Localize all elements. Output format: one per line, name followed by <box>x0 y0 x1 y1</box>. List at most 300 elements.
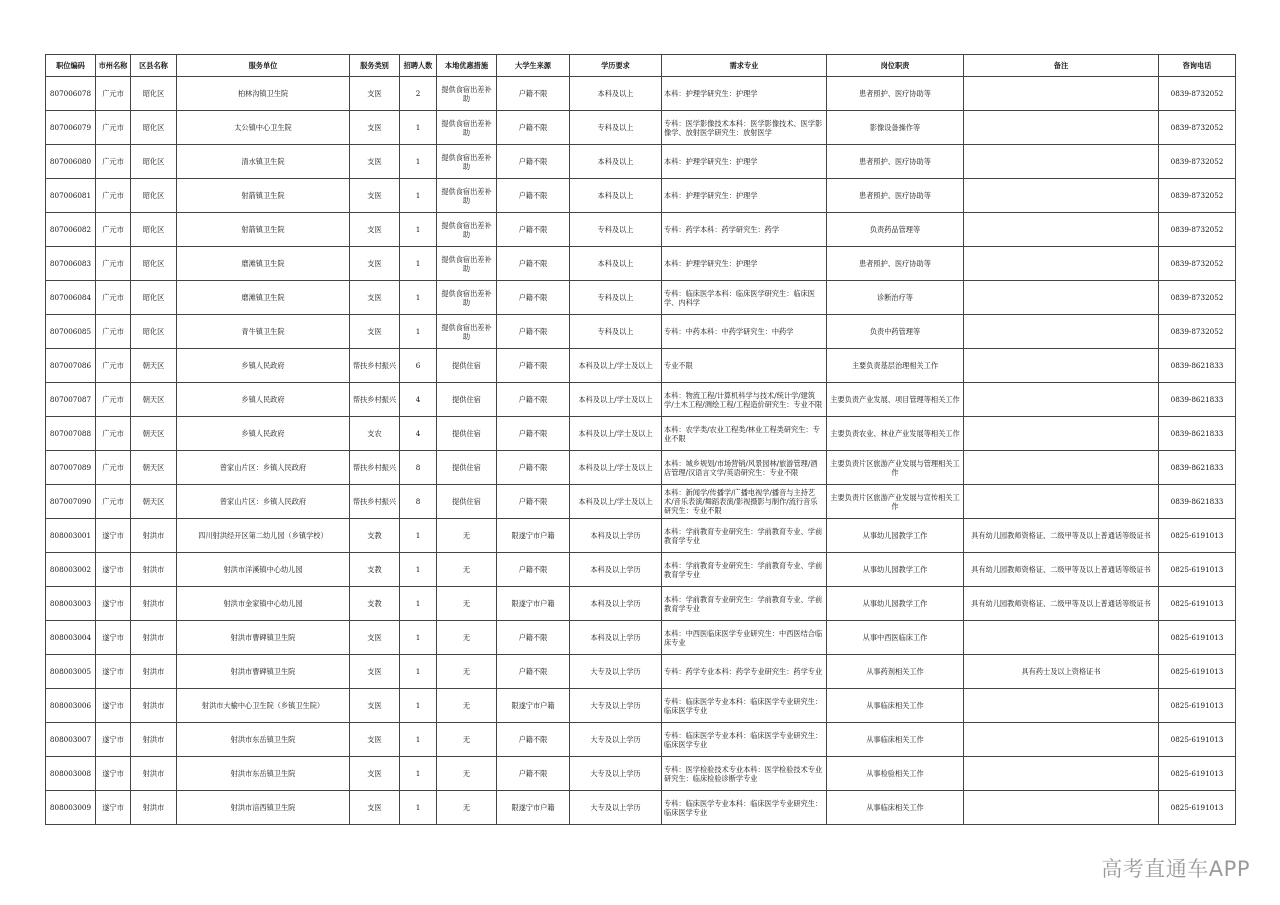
table-row <box>46 247 1236 281</box>
table-cell: 专科：临床医学本科：临床医学研究生：临床医学、内科学 <box>662 281 827 315</box>
table-cell: 患者照护、医疗协助等 <box>827 247 964 281</box>
table-cell: 无 <box>437 689 497 723</box>
table-cell: 808003008 <box>46 757 96 791</box>
table-cell: 0839-8732052 <box>1159 213 1236 247</box>
table-cell <box>964 451 1159 485</box>
header-cell: 服务单位 <box>177 55 350 77</box>
table-cell: 具有幼儿园教师资格证、二级甲等及以上普通话等级证书 <box>964 519 1159 553</box>
table-cell: 807007086 <box>46 349 96 383</box>
table-cell: 0839-8732052 <box>1159 179 1236 213</box>
table-cell: 射箭镇卫生院 <box>177 213 350 247</box>
table-cell: 1 <box>400 111 437 145</box>
table-row <box>46 655 1236 689</box>
table-cell: 支医 <box>350 621 400 655</box>
table-cell: 支医 <box>350 757 400 791</box>
table-cell: 广元市 <box>96 315 131 349</box>
table-cell: 专科：临床医学专业本科：临床医学专业研究生：临床医学专业 <box>662 791 827 825</box>
table-cell: 0839-8732052 <box>1159 77 1236 111</box>
table-row <box>46 723 1236 757</box>
table-cell: 从事药剂相关工作 <box>827 655 964 689</box>
table-cell: 射洪市金家镇中心幼儿园 <box>177 587 350 621</box>
table-cell: 807006082 <box>46 213 96 247</box>
table-cell: 磨滩镇卫生院 <box>177 247 350 281</box>
table-cell <box>964 723 1159 757</box>
table-cell: 专科及以上 <box>570 111 662 145</box>
table-cell: 射洪市 <box>131 519 177 553</box>
table-cell: 射洪市 <box>131 655 177 689</box>
table-cell: 户籍不限 <box>497 77 570 111</box>
table-cell: 清水镇卫生院 <box>177 145 350 179</box>
table-cell <box>964 77 1159 111</box>
table-cell: 广元市 <box>96 145 131 179</box>
table-cell: 限遂宁市户籍 <box>497 587 570 621</box>
table-cell: 6 <box>400 349 437 383</box>
table-cell: 遂宁市 <box>96 553 131 587</box>
header-cell: 咨询电话 <box>1159 55 1236 77</box>
table-cell: 808003006 <box>46 689 96 723</box>
table-cell: 0839-8621833 <box>1159 349 1236 383</box>
table-cell: 无 <box>437 621 497 655</box>
table-cell: 大专及以上学历 <box>570 791 662 825</box>
table-cell: 射洪市东岳镇卫生院 <box>177 723 350 757</box>
table-cell: 青牛镇卫生院 <box>177 315 350 349</box>
table-cell: 患者照护、医疗协助等 <box>827 179 964 213</box>
table-cell: 本科及以上学历 <box>570 553 662 587</box>
table-cell: 本科及以上/学士及以上 <box>570 383 662 417</box>
table-row <box>46 553 1236 587</box>
table-cell: 0839-8732052 <box>1159 111 1236 145</box>
table-cell: 0839-8621833 <box>1159 451 1236 485</box>
table-cell: 807006079 <box>46 111 96 145</box>
table-cell: 无 <box>437 723 497 757</box>
table-cell: 支医 <box>350 791 400 825</box>
table-cell: 0839-8732052 <box>1159 315 1236 349</box>
table-cell: 提供食宿出差补助 <box>437 315 497 349</box>
table-cell: 朝天区 <box>131 349 177 383</box>
table-cell: 提供住宿 <box>437 451 497 485</box>
header-cell: 市州名称 <box>96 55 131 77</box>
table-cell: 提供住宿 <box>437 383 497 417</box>
table-cell: 广元市 <box>96 281 131 315</box>
table-cell: 本科及以上学历 <box>570 621 662 655</box>
table-cell: 本科及以上/学士及以上 <box>570 485 662 519</box>
table-cell: 户籍不限 <box>497 111 570 145</box>
table-cell: 支医 <box>350 723 400 757</box>
table-cell: 807006083 <box>46 247 96 281</box>
table-cell: 本科：护理学研究生：护理学 <box>662 179 827 213</box>
table-cell: 本科：物流工程/计算机科学与技术/统计学/建筑学/土木工程/测绘工程/工程造价研究生：专业不限 <box>662 383 827 417</box>
header-cell: 学历要求 <box>570 55 662 77</box>
table-cell: 朝天区 <box>131 485 177 519</box>
table-cell <box>964 179 1159 213</box>
table-cell: 射洪市 <box>131 587 177 621</box>
header-cell: 招聘人数 <box>400 55 437 77</box>
table-cell: 具有药士及以上资格证书 <box>964 655 1159 689</box>
table-cell <box>964 315 1159 349</box>
table-cell: 0825-6191013 <box>1159 553 1236 587</box>
table-cell: 提供食宿出差补助 <box>437 281 497 315</box>
table-cell: 本科：学前教育专业研究生：学前教育专业、学前教育学专业 <box>662 587 827 621</box>
table-cell: 广元市 <box>96 451 131 485</box>
header-cell: 区县名称 <box>131 55 177 77</box>
table-cell: 主要负责片区旅游产业发展与管理相关工作 <box>827 451 964 485</box>
table-cell <box>964 621 1159 655</box>
table-cell: 1 <box>400 621 437 655</box>
table-cell: 曾家山片区：乡镇人民政府 <box>177 451 350 485</box>
table-cell: 户籍不限 <box>497 145 570 179</box>
table-row <box>46 621 1236 655</box>
table-cell: 四川射洪经开区第二幼儿园（乡镇学校） <box>177 519 350 553</box>
table-cell: 支医 <box>350 655 400 689</box>
table-cell: 户籍不限 <box>497 485 570 519</box>
table-cell: 昭化区 <box>131 145 177 179</box>
table-cell: 本科：城乡规划/市场营销/风景园林/旅游管理/酒店管理/汉语言文学/英语研究生：专业不限 <box>662 451 827 485</box>
table-cell: 本科：护理学研究生：护理学 <box>662 247 827 281</box>
table-cell: 乡镇人民政府 <box>177 349 350 383</box>
table-cell: 8 <box>400 485 437 519</box>
table-cell: 户籍不限 <box>497 281 570 315</box>
table-cell: 0825-6191013 <box>1159 689 1236 723</box>
table-cell <box>964 417 1159 451</box>
table-cell: 无 <box>437 757 497 791</box>
table-cell: 射洪市 <box>131 689 177 723</box>
table-cell: 帮扶乡村振兴 <box>350 485 400 519</box>
table-cell: 提供住宿 <box>437 349 497 383</box>
table-cell: 支医 <box>350 315 400 349</box>
table-cell: 本科：护理学研究生：护理学 <box>662 145 827 179</box>
table-cell: 1 <box>400 723 437 757</box>
header-cell: 服务类别 <box>350 55 400 77</box>
table-cell: 朝天区 <box>131 417 177 451</box>
table-cell: 广元市 <box>96 213 131 247</box>
table-cell: 本科及以上学历 <box>570 587 662 621</box>
table-row <box>46 587 1236 621</box>
table-cell: 遂宁市 <box>96 519 131 553</box>
table-cell: 0839-8732052 <box>1159 281 1236 315</box>
table-cell: 0839-8732052 <box>1159 145 1236 179</box>
table-cell: 乡镇人民政府 <box>177 417 350 451</box>
header-cell: 备注 <box>964 55 1159 77</box>
table-row <box>46 383 1236 417</box>
table-cell: 户籍不限 <box>497 655 570 689</box>
table-cell: 支医 <box>350 145 400 179</box>
table-cell: 射洪市洋溪镇中心幼儿园 <box>177 553 350 587</box>
table-cell: 4 <box>400 383 437 417</box>
table-cell: 昭化区 <box>131 111 177 145</box>
table-cell: 807006084 <box>46 281 96 315</box>
table-cell: 户籍不限 <box>497 553 570 587</box>
table-cell: 807007088 <box>46 417 96 451</box>
table-cell: 1 <box>400 757 437 791</box>
table-cell: 0839-8732052 <box>1159 247 1236 281</box>
table-cell: 太公镇中心卫生院 <box>177 111 350 145</box>
table-cell: 提供食宿出差补助 <box>437 77 497 111</box>
table-cell: 户籍不限 <box>497 315 570 349</box>
table-cell: 0839-8621833 <box>1159 417 1236 451</box>
table-cell <box>964 145 1159 179</box>
table-cell: 1 <box>400 281 437 315</box>
table-row <box>46 519 1236 553</box>
table-cell: 1 <box>400 247 437 281</box>
table-cell: 限遂宁市户籍 <box>497 791 570 825</box>
table-row <box>46 179 1236 213</box>
table-cell: 负责药品管理等 <box>827 213 964 247</box>
table-cell: 专科：医学检验技术专业本科：医学检验技术专业研究生：临床检验诊断学专业 <box>662 757 827 791</box>
header-cell: 岗位职责 <box>827 55 964 77</box>
table-cell: 主要负责农业、林业产业发展等相关工作 <box>827 417 964 451</box>
table-cell: 射洪市 <box>131 553 177 587</box>
table-cell: 无 <box>437 587 497 621</box>
table-cell: 从事幼儿园教学工作 <box>827 587 964 621</box>
table-cell: 曾家山片区：乡镇人民政府 <box>177 485 350 519</box>
table-cell: 专科：药学专业本科：药学专业研究生：药学专业 <box>662 655 827 689</box>
table-cell: 帮扶乡村振兴 <box>350 349 400 383</box>
table-row <box>46 281 1236 315</box>
table-cell: 专科：医学影像技术本科：医学影像技术、医学影像学、放射医学研究生：放射医学 <box>662 111 827 145</box>
table-cell: 808003001 <box>46 519 96 553</box>
table-cell: 808003009 <box>46 791 96 825</box>
table-cell: 广元市 <box>96 247 131 281</box>
table-cell: 支医 <box>350 281 400 315</box>
table-cell: 从事临床相关工作 <box>827 689 964 723</box>
table-cell: 本科：学前教育专业研究生：学前教育专业、学前教育学专业 <box>662 553 827 587</box>
table-cell: 从事临床相关工作 <box>827 791 964 825</box>
table-cell <box>964 247 1159 281</box>
table-cell: 本科及以上学历 <box>570 519 662 553</box>
table-cell: 无 <box>437 791 497 825</box>
table-cell: 支农 <box>350 417 400 451</box>
table-cell: 专科及以上 <box>570 281 662 315</box>
table-cell: 808003004 <box>46 621 96 655</box>
table-cell: 射箭镇卫生院 <box>177 179 350 213</box>
table-cell: 无 <box>437 655 497 689</box>
table-cell: 广元市 <box>96 111 131 145</box>
table-cell: 1 <box>400 179 437 213</box>
table-cell: 负责中药管理等 <box>827 315 964 349</box>
table-cell: 支教 <box>350 553 400 587</box>
table-cell: 0825-6191013 <box>1159 587 1236 621</box>
table-cell: 具有幼儿园教师资格证、二级甲等及以上普通话等级证书 <box>964 553 1159 587</box>
header-cell: 本地优惠措施 <box>437 55 497 77</box>
table-cell <box>964 485 1159 519</box>
table-cell: 遂宁市 <box>96 587 131 621</box>
table-cell: 0825-6191013 <box>1159 621 1236 655</box>
table-cell: 主要负责片区旅游产业发展与宣传相关工作 <box>827 485 964 519</box>
table-cell: 户籍不限 <box>497 349 570 383</box>
table-cell: 从事检验相关工作 <box>827 757 964 791</box>
table-cell <box>964 349 1159 383</box>
table-header-row <box>46 55 1236 77</box>
table-cell: 患者照护、医疗协助等 <box>827 77 964 111</box>
table-cell: 2 <box>400 77 437 111</box>
table-cell: 支医 <box>350 689 400 723</box>
table-cell: 昭化区 <box>131 77 177 111</box>
table-cell: 0825-6191013 <box>1159 723 1236 757</box>
table-cell: 提供住宿 <box>437 417 497 451</box>
table-cell: 4 <box>400 417 437 451</box>
table-cell: 昭化区 <box>131 213 177 247</box>
table-cell: 807006080 <box>46 145 96 179</box>
table-cell: 柏林沟镇卫生院 <box>177 77 350 111</box>
table-cell: 专科：中药本科：中药学研究生：中药学 <box>662 315 827 349</box>
table-cell: 大专及以上学历 <box>570 757 662 791</box>
table-row <box>46 451 1236 485</box>
table-cell: 遂宁市 <box>96 621 131 655</box>
table-cell: 广元市 <box>96 349 131 383</box>
table-cell: 射洪市 <box>131 621 177 655</box>
table-cell: 支医 <box>350 247 400 281</box>
table-cell: 本科及以上 <box>570 145 662 179</box>
table-cell: 8 <box>400 451 437 485</box>
table-cell: 遂宁市 <box>96 791 131 825</box>
table-cell: 户籍不限 <box>497 383 570 417</box>
table-row <box>46 349 1236 383</box>
table-cell <box>964 791 1159 825</box>
table-cell: 射洪市涪西镇卫生院 <box>177 791 350 825</box>
table-cell: 户籍不限 <box>497 247 570 281</box>
table-cell: 1 <box>400 587 437 621</box>
table-cell: 大专及以上学历 <box>570 655 662 689</box>
table-cell: 户籍不限 <box>497 723 570 757</box>
table-cell: 0839-8621833 <box>1159 485 1236 519</box>
table-cell: 提供食宿出差补助 <box>437 247 497 281</box>
table-cell: 专科：临床医学专业本科：临床医学专业研究生：临床医学专业 <box>662 689 827 723</box>
table-row <box>46 485 1236 519</box>
table-row <box>46 757 1236 791</box>
table-cell: 帮扶乡村振兴 <box>350 451 400 485</box>
table-cell: 0825-6191013 <box>1159 791 1236 825</box>
table-cell: 支教 <box>350 587 400 621</box>
table-cell: 1 <box>400 689 437 723</box>
table-cell: 807007087 <box>46 383 96 417</box>
table-cell: 射洪市东岳镇卫生院 <box>177 757 350 791</box>
table-cell: 广元市 <box>96 77 131 111</box>
table-cell: 遂宁市 <box>96 689 131 723</box>
table-cell: 户籍不限 <box>497 213 570 247</box>
table-cell: 户籍不限 <box>497 417 570 451</box>
table-cell: 从事幼儿园教学工作 <box>827 553 964 587</box>
table-cell: 朝天区 <box>131 383 177 417</box>
table-cell: 从事中西医临床工作 <box>827 621 964 655</box>
table-cell: 无 <box>437 553 497 587</box>
table-cell: 大专及以上学历 <box>570 689 662 723</box>
table-cell: 户籍不限 <box>497 757 570 791</box>
table-cell: 昭化区 <box>131 281 177 315</box>
table-row <box>46 689 1236 723</box>
table-cell <box>964 281 1159 315</box>
table-cell: 支教 <box>350 519 400 553</box>
table-cell: 808003007 <box>46 723 96 757</box>
table-cell: 1 <box>400 553 437 587</box>
table-cell: 射洪市 <box>131 757 177 791</box>
table-cell: 大专及以上学历 <box>570 723 662 757</box>
table-cell: 专科：药学本科：药学研究生：药学 <box>662 213 827 247</box>
table-cell: 广元市 <box>96 383 131 417</box>
table-cell: 本科：护理学研究生：护理学 <box>662 77 827 111</box>
table-cell: 支医 <box>350 111 400 145</box>
table-cell: 限遂宁市户籍 <box>497 519 570 553</box>
table-cell: 807007090 <box>46 485 96 519</box>
table-cell: 本科：学前教育专业研究生：学前教育专业、学前教育学专业 <box>662 519 827 553</box>
table-cell: 户籍不限 <box>497 621 570 655</box>
table-cell: 0839-8621833 <box>1159 383 1236 417</box>
table-cell: 昭化区 <box>131 315 177 349</box>
table-cell: 射洪市 <box>131 723 177 757</box>
table-cell <box>964 213 1159 247</box>
table-cell: 本科及以上/学士及以上 <box>570 349 662 383</box>
table-cell <box>964 383 1159 417</box>
table-cell: 0825-6191013 <box>1159 757 1236 791</box>
table-row <box>46 417 1236 451</box>
table-cell: 广元市 <box>96 179 131 213</box>
table-cell: 从事幼儿园教学工作 <box>827 519 964 553</box>
header-cell: 职位编码 <box>46 55 96 77</box>
table-cell: 专科及以上 <box>570 213 662 247</box>
table-cell: 遂宁市 <box>96 723 131 757</box>
table-cell: 808003002 <box>46 553 96 587</box>
table-cell: 本科：农学类/农业工程类/林业工程类研究生：专业不限 <box>662 417 827 451</box>
table-cell: 1 <box>400 655 437 689</box>
table-row <box>46 77 1236 111</box>
watermark: 高考直通车APP <box>1101 857 1250 881</box>
table-row <box>46 111 1236 145</box>
table-cell: 本科及以上/学士及以上 <box>570 417 662 451</box>
table-cell: 磨滩镇卫生院 <box>177 281 350 315</box>
table-cell: 射洪市 <box>131 791 177 825</box>
table-cell: 1 <box>400 791 437 825</box>
table-cell: 提供食宿出差补助 <box>437 145 497 179</box>
table-cell: 807006085 <box>46 315 96 349</box>
table-cell: 昭化区 <box>131 179 177 213</box>
table-cell: 帮扶乡村振兴 <box>350 383 400 417</box>
table-cell: 1 <box>400 519 437 553</box>
table-cell: 1 <box>400 145 437 179</box>
table-cell: 专科及以上 <box>570 315 662 349</box>
table-cell: 无 <box>437 519 497 553</box>
table-cell: 807006078 <box>46 77 96 111</box>
table-cell: 专科：临床医学专业本科：临床医学专业研究生：临床医学专业 <box>662 723 827 757</box>
table-row <box>46 791 1236 825</box>
table-cell: 本科及以上 <box>570 247 662 281</box>
table-cell: 本科及以上 <box>570 179 662 213</box>
table-cell: 0825-6191013 <box>1159 655 1236 689</box>
table-row <box>46 315 1236 349</box>
table-cell: 主要负责产业发展、项目管理等相关工作 <box>827 383 964 417</box>
table-cell: 具有幼儿园教师资格证、二级甲等及以上普通话等级证书 <box>964 587 1159 621</box>
table-cell <box>964 111 1159 145</box>
table-cell: 支医 <box>350 179 400 213</box>
table-cell: 专业不限 <box>662 349 827 383</box>
table-cell: 808003005 <box>46 655 96 689</box>
table-body <box>46 77 1236 825</box>
table-cell: 本科：中西医临床医学专业研究生：中西医结合临床专业 <box>662 621 827 655</box>
header-cell: 需求专业 <box>662 55 827 77</box>
table-cell: 807006081 <box>46 179 96 213</box>
table-cell: 患者照护、医疗协助等 <box>827 145 964 179</box>
table-row <box>46 213 1236 247</box>
table-cell <box>964 757 1159 791</box>
table-cell: 本科及以上/学士及以上 <box>570 451 662 485</box>
table-cell: 影像设备操作等 <box>827 111 964 145</box>
header-cell: 大学生来源 <box>497 55 570 77</box>
table-cell: 本科：新闻学/传播学/广播电视学/播音与主持艺术/音乐表演/舞蹈表演/影视摄影与制作/流行音乐研究生：专业不限 <box>662 485 827 519</box>
table-cell: 限遂宁市户籍 <box>497 689 570 723</box>
table-cell: 提供食宿出差补助 <box>437 179 497 213</box>
table-cell: 0825-6191013 <box>1159 519 1236 553</box>
table-cell: 主要负责基层治理相关工作 <box>827 349 964 383</box>
table-cell: 支医 <box>350 77 400 111</box>
table-cell <box>964 689 1159 723</box>
